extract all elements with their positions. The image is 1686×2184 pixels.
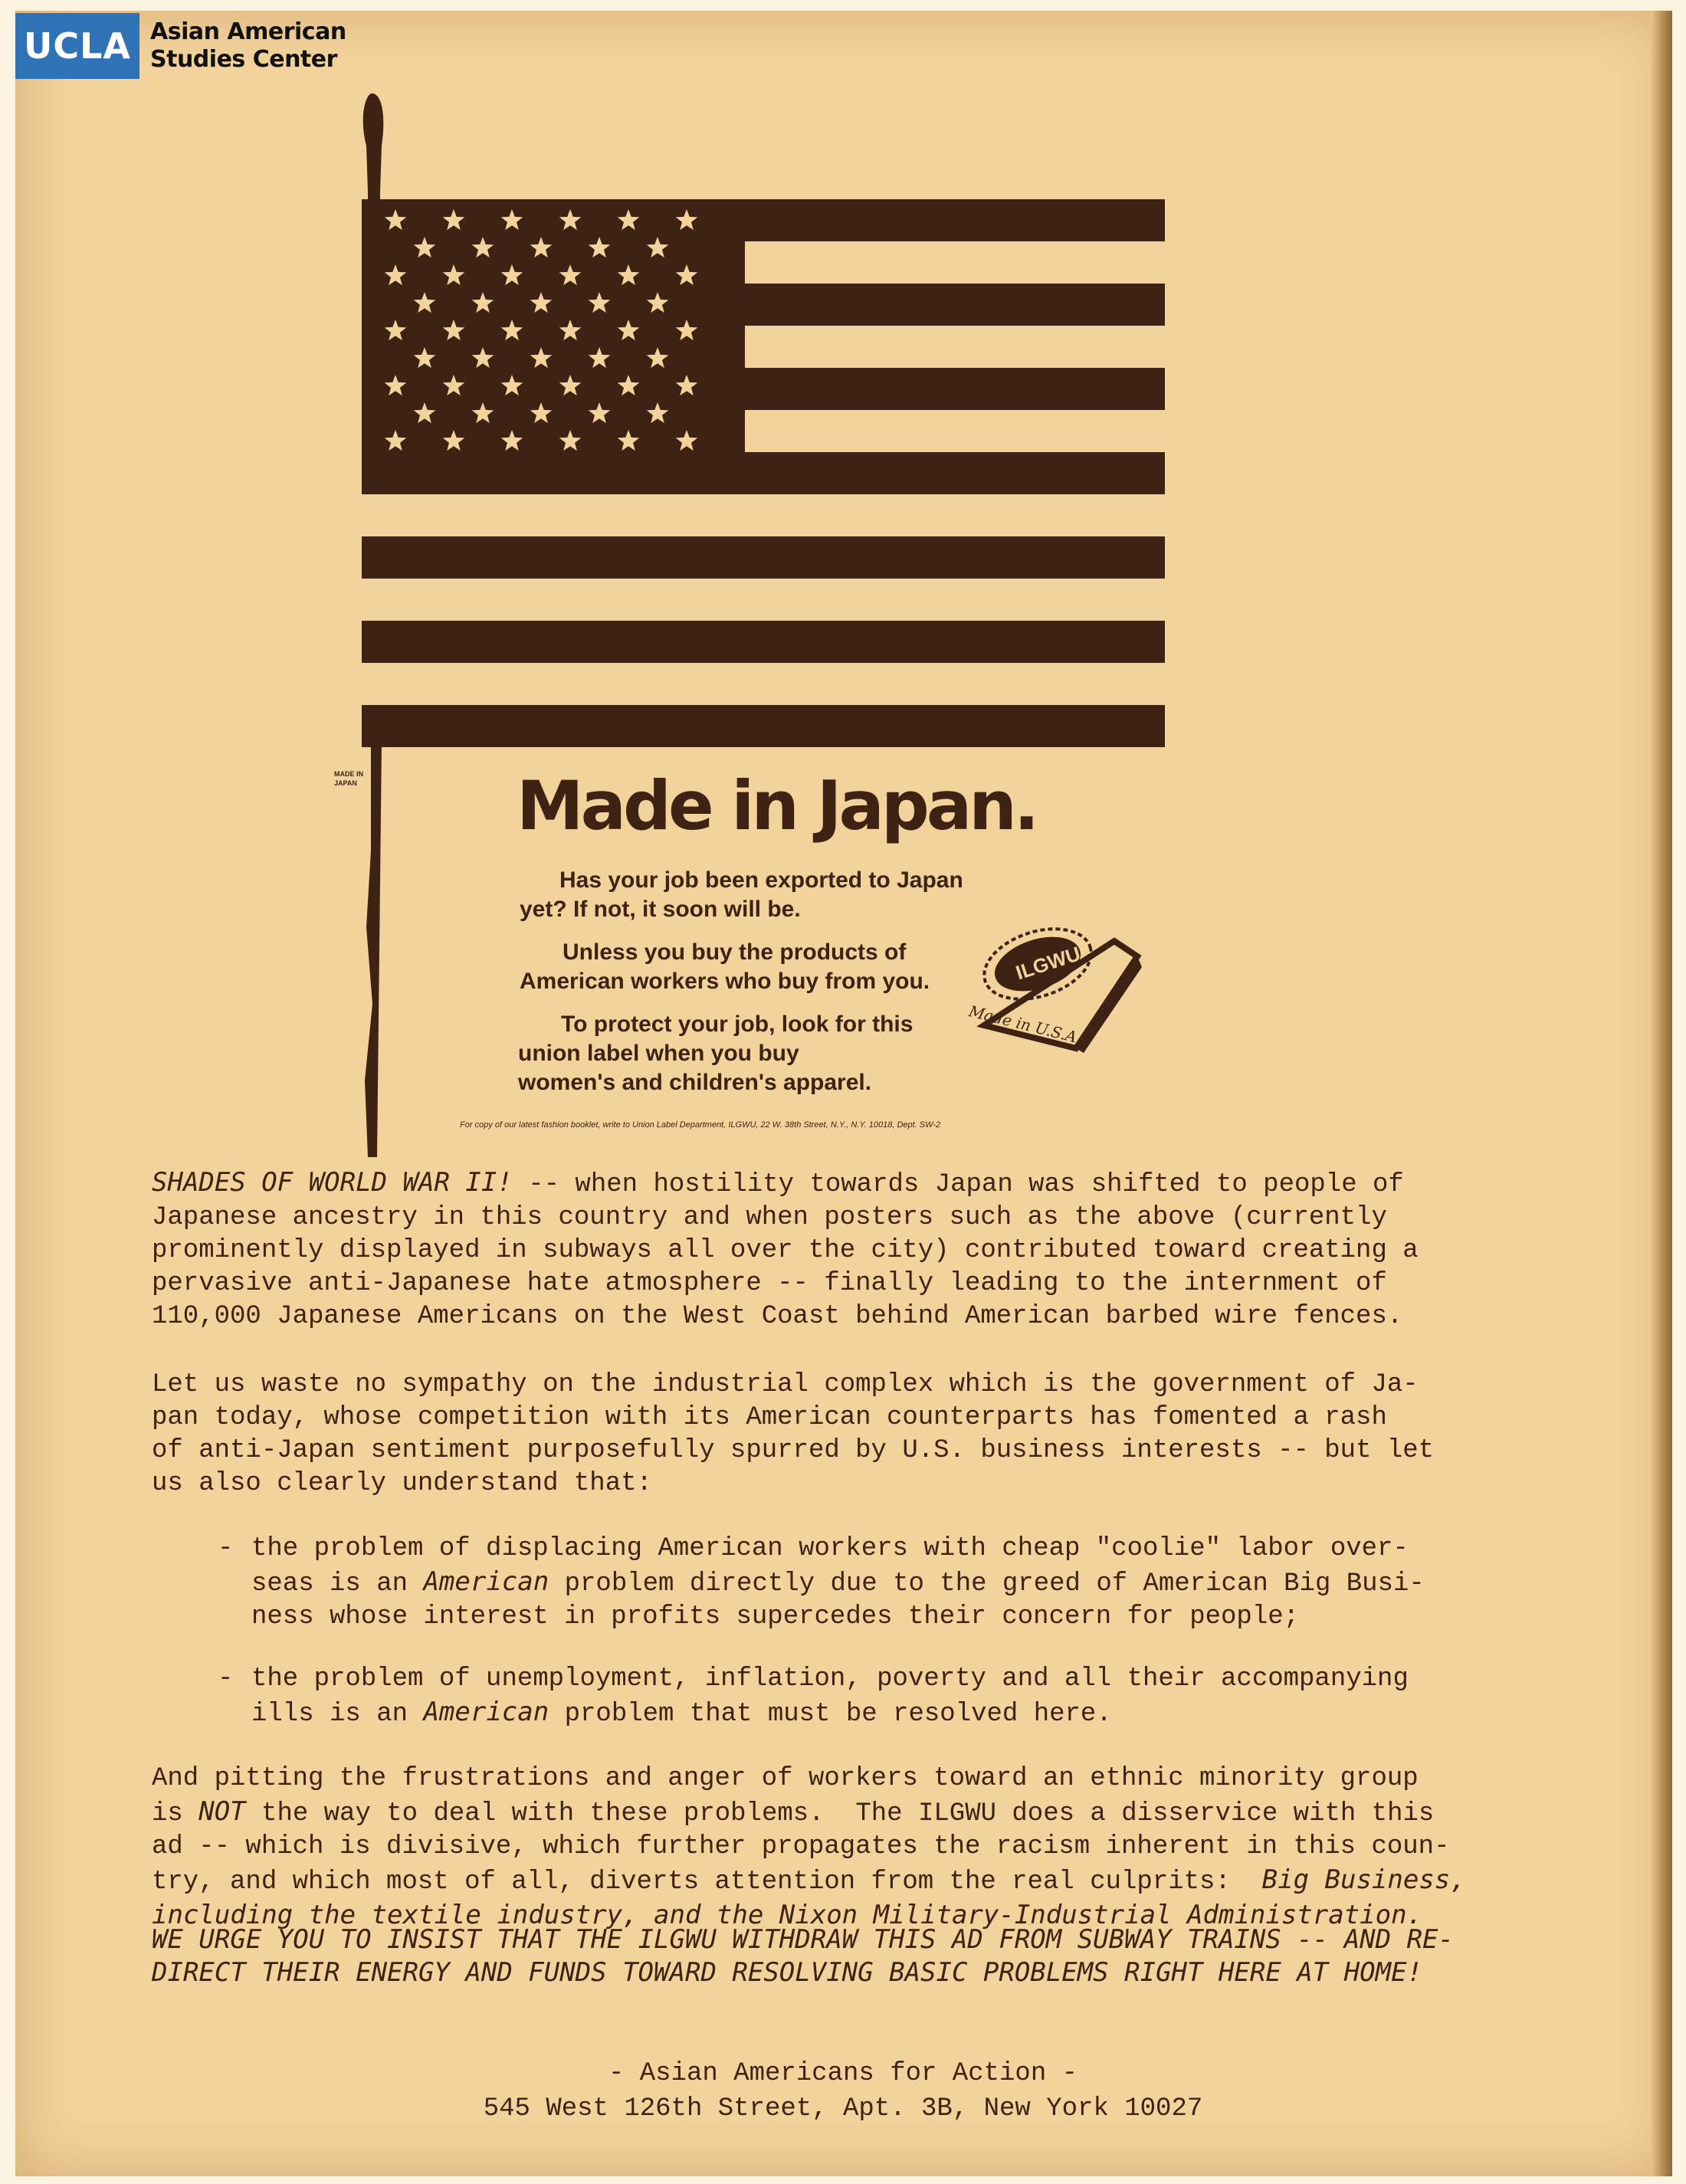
p3-line-5: including the textile industry, and the Nixon Military-Industrial Administration. — [152, 1900, 1423, 1930]
ad-p2-line-1: Unless you buy the products of — [563, 940, 907, 965]
flag-stripe — [362, 621, 1165, 663]
p3-line-4a: try, and which most of all, diverts attention from the real culprits: — [152, 1868, 1262, 1897]
p2-line-1: Let us waste no sympathy on the industrial complex which is the government of Ja- — [152, 1370, 1419, 1399]
bullet-1-mark: - — [218, 1534, 234, 1563]
signature-address: 545 West 126th Street, Apt. 3B, New York 10027 — [483, 2094, 1203, 2123]
b2-emphasis: American — [423, 1697, 549, 1727]
p1-line-5: 110,000 Japanese Americans on the West Coast behind American barbed wire fences. — [152, 1302, 1403, 1331]
union-label-sticker — [961, 910, 1145, 1056]
p2-line-3: of anti-Japan sentiment purposefully spurred by U.S. business interests -- but let — [152, 1436, 1435, 1465]
flag-canton — [362, 199, 745, 494]
ad-p3-line-1: To protect your job, look for this — [561, 1012, 914, 1037]
flag-side-note — [334, 769, 363, 788]
side-note-line-2: JAPAN — [334, 779, 357, 787]
paragraph-call-to-action — [152, 1923, 1547, 1989]
p3-line-3: ad -- which is divisive, which further propagates the racism inherent in this coun- — [152, 1832, 1450, 1861]
bullet-2-mark: - — [218, 1664, 234, 1694]
paragraph-pitting-frustrations — [152, 1763, 1547, 1934]
logo-line-2: Studies Center — [150, 46, 337, 73]
b1-line-2b: problem directly due to the greed of American Big Busi- — [549, 1569, 1425, 1599]
logo-line-1: Asian American — [150, 18, 346, 45]
b2-line-2b: problem that must be resolved here. — [549, 1700, 1112, 1729]
b1-emphasis: American — [423, 1566, 549, 1597]
page-edge-shadow — [1651, 11, 1672, 2176]
ad-p1-line-1: Has your job been exported to Japan — [559, 867, 963, 893]
ad-p1-line-2: yet? If not, it soon will be. — [520, 897, 801, 922]
p3-line-1: And pitting the frustrations and anger of workers toward an ethnic minority group — [152, 1764, 1419, 1793]
side-note-line-1: MADE IN — [334, 770, 363, 778]
signature-org: - Asian Americans for Action - — [608, 2059, 1078, 2088]
flag-body — [362, 199, 1165, 747]
ad-p3-line-3: women's and children's apparel. — [518, 1070, 872, 1095]
p4-line-1: WE URGE YOU TO INSIST THAT THE ILGWU WITHDRAW THIS AD FROM SUBWAY TRAINS -- AND RE- — [152, 1924, 1454, 1955]
logo-center-name — [150, 18, 346, 74]
bullet-1-text — [251, 1533, 1646, 1634]
p3-line-2a: is — [152, 1799, 199, 1828]
b1-line-2a: seas is an — [251, 1569, 424, 1599]
flag-stripe — [362, 536, 1165, 579]
p2-line-2: pan today, whose competition with its American counterparts has fomented a rash — [152, 1403, 1387, 1432]
label-made-in-usa: Made in U.S.A. — [966, 1002, 1084, 1048]
p1-line-1-rest: -- when hostility towards Japan was shifted to people of — [512, 1170, 1404, 1199]
label-logo-text: ILGWU — [1012, 942, 1084, 985]
p4-line-2: DIRECT THEIR ENERGY AND FUNDS TOWARD RESOLVING BASIC PROBLEMS RIGHT HERE AT HOME! — [152, 1957, 1423, 1988]
paragraph-shades-of-ww2 — [152, 1166, 1547, 1333]
ucla-logo-box: UCLA — [15, 13, 139, 79]
ad-headline: Made in Japan. — [517, 766, 1037, 845]
p3-line-2b: the way to deal with these problems. The ILGWU does a disservice with this — [245, 1799, 1435, 1828]
ad-paragraph-2 — [520, 938, 930, 996]
b2-line-2a: ills is an — [251, 1700, 424, 1729]
p2-line-4: us also clearly understand that: — [152, 1469, 652, 1498]
ad-p3-line-2: union label when you buy — [518, 1041, 799, 1066]
b2-line-1: the problem of unemployment, inflation, poverty and all their accompanying — [251, 1664, 1409, 1694]
p1-lead: SHADES OF WORLD WAR II! — [152, 1167, 513, 1198]
p1-line-2: Japanese ancestry in this country and when posters such as the above (currently — [152, 1203, 1387, 1232]
p1-line-4: pervasive anti-Japanese hate atmosphere -- finally leading to the internment of — [152, 1269, 1387, 1298]
p1-line-3: prominently displayed in subways all over the city) contributed toward creating a — [152, 1236, 1419, 1265]
bullet-2-text — [251, 1663, 1646, 1731]
ad-fine-print: For copy of our latest fashion booklet, write to Union Label Department, ILGWU, 22 W. 38th Street, N.Y., N.Y. 10018, Dept. SW-2 — [460, 1120, 941, 1130]
b1-line-3: ness whose interest in profits supercedes their concern for people; — [251, 1602, 1300, 1631]
ad-paragraph-1 — [520, 866, 963, 924]
ad-paragraph-3 — [518, 1010, 914, 1097]
p3-not-emphasis: NOT — [198, 1796, 246, 1827]
p3-big-business: Big Business, — [1261, 1864, 1466, 1895]
b1-line-1: the problem of displacing American workers with cheap "coolie" labor over- — [251, 1534, 1409, 1563]
paragraph-industrial-complex — [152, 1369, 1547, 1500]
ucla-logo — [15, 11, 346, 81]
flag-stripe — [362, 705, 1165, 747]
ad-p2-line-2: American workers who buy from you. — [520, 969, 930, 994]
